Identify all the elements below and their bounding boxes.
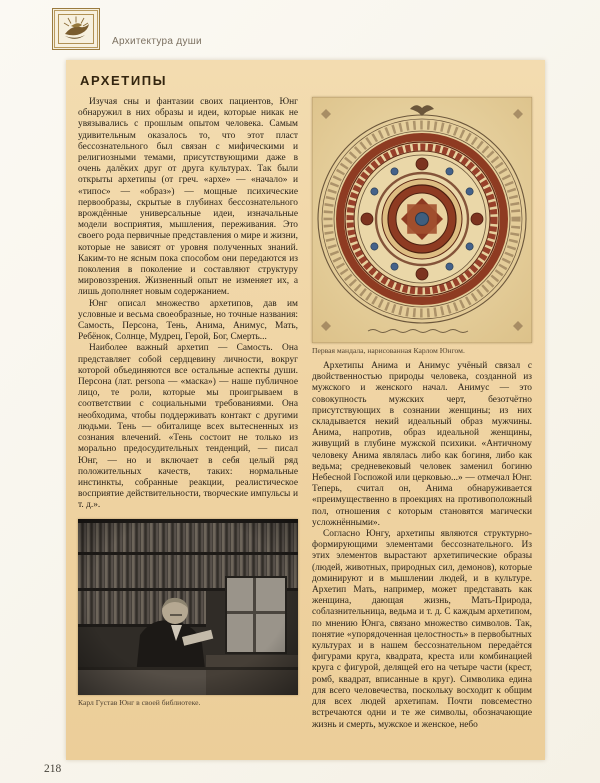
mandala-caption: Первая мандала, нарисованная Карлом Юнгом. (312, 346, 465, 355)
dove-emblem-icon (56, 12, 96, 46)
jung-library-photo (78, 519, 298, 695)
jung-mandala-image (312, 97, 532, 343)
photo-caption: Карл Густав Юнг в своей библиотеке. (78, 697, 201, 707)
paragraph: Наиболее важный архетип — Самость. Она представляет собой сердцевину личности, вокруг которой объединяются все остальные аспекты души. Персона (лат. persona — «маска») — наше публичное лицо, те роли, которые мы проигрываем в соответствии с социальными требованиями. Она необходима, чтобы поддерживать контакт с другими людьми. Тень — обиталище всех вытесненных из сознания влечений. «Тень состоит не только из морально предосудительных тенденций, — писал Юнг, — но и включает в себя целый ряд положительных качеств, таких: нормальные инстинкты, собранные реакции, реалистическое восприятие действительности, творческие импульсы и т. д.». (78, 343, 298, 511)
jung-photo-figure (78, 519, 298, 707)
right-column (312, 97, 532, 731)
page-header (52, 8, 202, 50)
publisher-logo (52, 8, 100, 50)
article-body (66, 60, 545, 760)
left-column (78, 97, 298, 731)
paragraph: Изучая сны и фантазии своих пациентов, Юнг обнаружил в них образы и идеи, которые никак не увязывались с прошлым опытом человека. Самым удивительным оказалось то, что этот пласт бессознательного был связан с мифическими и религиозными темами, присутствующими даже в очень далёких друг от друга культурах. Так были открыты архетипы (от греч. «архе» — «начало» и «типос» — «образ») — мощные психические первообразы, скрытые в глубинах бессознательного врождённые универсальные идеи, изначальные модели восприятия, мышления, переживания. Это своего рода первичные представления о мире и жизни, которые не зависят от уровня полученных знаний. Каким-то не ясным пока способом они передаются из поколения в поколение и составляют структуру мировоззрения. Жизненный опыт не изменяет их, а лишь дополняет новым содержанием. (78, 97, 298, 298)
mandala-figure (312, 97, 532, 355)
two-column-layout (78, 97, 533, 731)
chapter-title: Архитектура души (112, 36, 202, 47)
paragraph: Юнг описал множество архетипов, дав им условные и весьма своеобразные, но точные названия: Самость, Персона, Тень, Анима, Анимус, Мать, Ребёнок, Солнце, Мудрец, Герой, Бог, Смерть... (78, 298, 298, 343)
paragraph: Архетипы Анима и Анимус учёный связал с двойственностью природы человека, созданной из мужского и женского начал. Анимус — это совокупность мужских черт, безотчётно присутствующих в сознании женщины; из них складывается некий идеальный образ мужчины. Анима, напротив, образ идеальной женщины, живущий в глубине мужской психики. «Античному человеку Анима являлась либо как богиня, либо как ведьма; средневековый человек заменил богиню Небесной Госпожой или церковью...» — отмечал Юнг. Теперь, считал он, Анима обнаруживается «преимущественно в проекциях на противоположный пол, отношения с которым становятся магически усложнёнными». (312, 361, 532, 528)
article-title: АРХЕТИПЫ (80, 73, 168, 88)
paragraph: Согласно Юнгу, архетипы являются структурно-формирующими элементами бессознательного. Из этих элементов вырастают архетипические образы (людей, животных, природных сил, демонов), которые доминируют и в мышлении людей, и в культуре. Архетип Мать, например, может представать как женщина, дающая жизнь, Мать-Природа, соблазнительница, ведьма и т. д. С каждым архетипом, по мнению Юнга, связано множество символов. Так, понятие «упорядоченная целостность» в первобытных культурах и в нашем бессознательном передаётся фигурами круга, квадрата, креста или комбинацией круга с фигурой, делящей его на четыре части (крест, ромб, квадрат, вписанные в круг). Символика едина для всего человечества, поскольку восходит к общим для всех людей архетипам. Почти повсеместно встречаются одни и те же символы, обозначающие жизнь и смерть, мужское и женское, небо (312, 529, 532, 730)
page-number: 218 (44, 763, 62, 775)
